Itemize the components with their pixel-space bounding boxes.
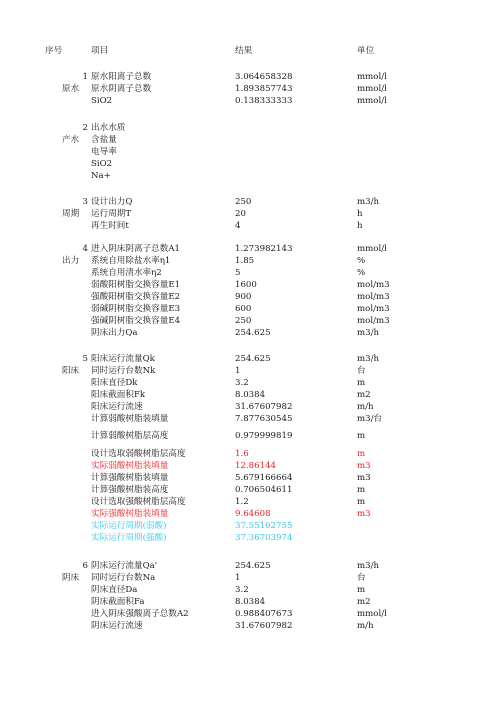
header-seq: 序号 <box>45 46 63 56</box>
table-row <box>0 401 496 413</box>
item-cell: 阴床直径Da <box>91 585 138 595</box>
unit-cell: mol/m3 <box>357 316 390 326</box>
item-cell: 设计选取弱酸树脂层高度 <box>91 449 186 459</box>
item-cell: 阴床运行流量Qa' <box>91 561 158 571</box>
result-cell: 3.2 <box>235 585 249 595</box>
section-label: 周期 <box>62 209 80 219</box>
unit-cell: m <box>357 497 366 507</box>
section-label: 阴床 <box>62 573 80 583</box>
section-label: 阳床 <box>62 366 80 376</box>
table-row <box>0 255 496 267</box>
unit-cell: m3 <box>357 509 371 519</box>
table-row <box>0 448 496 460</box>
result-cell: 0.706504611 <box>235 485 293 495</box>
item-cell: 进入阴床阴离子总数A1 <box>91 244 181 254</box>
item-cell: 设计选取强酸树脂层高度 <box>91 497 186 507</box>
item-cell: 出水水质 <box>91 123 126 133</box>
table-row <box>0 83 496 95</box>
unit-cell: mmol/l <box>357 609 387 619</box>
table-row <box>0 267 496 279</box>
item-cell: 计算强酸树脂装填量 <box>91 473 169 483</box>
table-row <box>0 279 496 291</box>
item-cell: 计算强酸树脂装高度 <box>91 485 169 495</box>
table-row <box>0 508 496 520</box>
result-cell: 0.138333333 <box>235 96 293 106</box>
item-cell: 计算弱酸树脂层高度 <box>91 431 169 441</box>
unit-cell: m2 <box>357 390 371 400</box>
unit-cell: % <box>357 268 366 278</box>
result-cell: 0.979999819 <box>235 431 293 441</box>
table-row <box>0 430 496 442</box>
table-row <box>0 303 496 315</box>
result-cell: 1.85 <box>235 256 255 266</box>
unit-cell: % <box>357 256 366 266</box>
section-number: 1 <box>82 72 88 82</box>
result-cell: 254.625 <box>235 561 271 571</box>
header-item: 项目 <box>91 46 109 56</box>
item-cell: 强碱阴树脂交换容量E4 <box>91 316 181 326</box>
table-row <box>0 353 496 365</box>
result-cell: 3.064658328 <box>235 72 293 82</box>
result-cell: 5.679166664 <box>235 473 293 483</box>
table-row <box>0 208 496 220</box>
table-row <box>0 389 496 401</box>
unit-cell: m <box>357 431 366 441</box>
item-cell: 实际运行周期(强酸) <box>91 533 167 543</box>
table-row <box>0 95 496 107</box>
unit-cell: m3 <box>357 461 371 471</box>
result-cell: 1 <box>235 573 241 583</box>
item-cell: 阴床出力Qa <box>91 328 138 338</box>
item-cell: 实际强酸树脂装填量 <box>91 509 169 519</box>
result-cell: 8.0384 <box>235 597 266 607</box>
unit-cell: mol/m3 <box>357 292 390 302</box>
item-cell: Na+ <box>91 171 111 181</box>
result-cell: 1600 <box>235 280 257 290</box>
item-cell: 系统自用清水率η2 <box>91 268 162 278</box>
table-row <box>0 413 496 425</box>
table-row <box>0 520 496 532</box>
unit-cell: mmol/l <box>357 84 387 94</box>
item-cell: 强酸阳树脂交换容量E2 <box>91 292 181 302</box>
result-cell: 1.273982143 <box>235 244 293 254</box>
section-number: 5 <box>82 354 88 364</box>
item-cell: 设计出力Q <box>91 197 133 207</box>
table-row <box>0 365 496 377</box>
unit-cell: mmol/l <box>357 72 387 82</box>
unit-cell: m <box>357 485 366 495</box>
unit-cell: m2 <box>357 597 371 607</box>
table-row <box>0 532 496 544</box>
unit-cell: m3/h <box>357 354 380 364</box>
item-cell: 阳床直径Dk <box>91 378 138 388</box>
unit-cell: mmol/l <box>357 96 387 106</box>
section-number: 3 <box>82 197 88 207</box>
unit-cell: h <box>357 221 363 231</box>
header-row <box>0 45 496 57</box>
result-cell: 37.36703974 <box>235 533 293 543</box>
result-cell: 250 <box>235 197 252 207</box>
table-row <box>0 472 496 484</box>
item-cell: 阳床运行流速 <box>91 402 143 412</box>
table-row <box>0 243 496 255</box>
result-cell: 1.893857743 <box>235 84 293 94</box>
item-cell: 弱碱阴树脂交换容量E3 <box>91 304 181 314</box>
unit-cell: m <box>357 378 366 388</box>
unit-cell: 台 <box>357 573 366 583</box>
section-label: 出力 <box>62 256 80 266</box>
section-number: 2 <box>82 123 88 133</box>
item-cell: 阴床截面积Fa <box>91 597 145 607</box>
table-row <box>0 196 496 208</box>
unit-cell: h <box>357 209 363 219</box>
table-row <box>0 620 496 632</box>
result-cell: 3.2 <box>235 378 249 388</box>
result-cell: 1.6 <box>235 449 249 459</box>
item-cell: 同时运行台数Na <box>91 573 156 583</box>
result-cell: 250 <box>235 316 252 326</box>
result-cell: 8.0384 <box>235 390 266 400</box>
result-cell: 20 <box>235 209 246 219</box>
result-cell: 4 <box>235 221 241 231</box>
unit-cell: mmol/l <box>357 244 387 254</box>
item-cell: 含盐量 <box>91 135 117 145</box>
item-cell: 运行周期T <box>91 209 132 219</box>
result-cell: 1.2 <box>235 497 249 507</box>
result-cell: 600 <box>235 304 252 314</box>
item-cell: SiO2 <box>91 96 113 106</box>
unit-cell: m3/h <box>357 197 380 207</box>
result-cell: 37.55102755 <box>235 521 293 531</box>
item-cell: 再生时间t <box>91 221 129 231</box>
table-row <box>0 377 496 389</box>
table-row <box>0 291 496 303</box>
section-label: 原水 <box>62 84 80 94</box>
header-unit: 单位 <box>357 46 375 56</box>
section-number: 6 <box>82 561 88 571</box>
unit-cell: m3/台 <box>357 414 383 424</box>
result-cell: 31.67607982 <box>235 402 293 412</box>
item-cell: SiO2 <box>91 159 113 169</box>
section-label: 产水 <box>62 135 80 145</box>
item-cell: 弱酸阳树脂交换容量E1 <box>91 280 181 290</box>
table-row <box>0 584 496 596</box>
table-row <box>0 220 496 232</box>
header-result: 结果 <box>235 46 253 56</box>
result-cell: 254.625 <box>235 328 271 338</box>
unit-cell: 台 <box>357 366 366 376</box>
table-row <box>0 158 496 170</box>
item-cell: 阳床截面积Fk <box>91 390 146 400</box>
table-row <box>0 460 496 472</box>
result-cell: 1 <box>235 366 241 376</box>
table-row <box>0 134 496 146</box>
table-row <box>0 146 496 158</box>
table-row <box>0 484 496 496</box>
item-cell: 进入阴床强酸离子总数A2 <box>91 609 189 619</box>
item-cell: 实际弱酸树脂装填量 <box>91 461 169 471</box>
item-cell: 系统自用除盐水率η1 <box>91 256 171 266</box>
result-cell: 0.988407673 <box>235 609 293 619</box>
unit-cell: m <box>357 585 366 595</box>
table-row <box>0 327 496 339</box>
item-cell: 原水阳离子总数 <box>91 72 152 82</box>
unit-cell: m3/h <box>357 328 380 338</box>
item-cell: 电导率 <box>91 147 117 157</box>
item-cell: 计算弱酸树脂装填量 <box>91 414 169 424</box>
unit-cell: m3/h <box>357 561 380 571</box>
table-row <box>0 71 496 83</box>
unit-cell: m <box>357 449 366 459</box>
unit-cell: m/h <box>357 402 374 412</box>
table-row <box>0 122 496 134</box>
section-number: 4 <box>82 244 88 254</box>
table-row <box>0 596 496 608</box>
result-cell: 31.67607982 <box>235 621 293 631</box>
result-cell: 7.877630545 <box>235 414 293 424</box>
item-cell: 同时运行台数Nk <box>91 366 156 376</box>
table-row <box>0 608 496 620</box>
table-row <box>0 170 496 182</box>
item-cell: 实际运行周期(弱酸) <box>91 521 167 531</box>
result-cell: 254.625 <box>235 354 271 364</box>
item-cell: 原水阴离子总数 <box>91 84 152 94</box>
result-cell: 9.64608 <box>235 509 271 519</box>
unit-cell: mol/m3 <box>357 304 390 314</box>
result-cell: 12.86144 <box>235 461 277 471</box>
unit-cell: mol/m3 <box>357 280 390 290</box>
result-cell: 5 <box>235 268 241 278</box>
unit-cell: m3 <box>357 473 371 483</box>
result-cell: 900 <box>235 292 252 302</box>
table-row <box>0 315 496 327</box>
item-cell: 阳床运行流量Qk <box>91 354 155 364</box>
unit-cell: m/h <box>357 621 374 631</box>
table-row <box>0 496 496 508</box>
item-cell: 阴床运行流速 <box>91 621 143 631</box>
table-row <box>0 572 496 584</box>
table-row <box>0 560 496 572</box>
